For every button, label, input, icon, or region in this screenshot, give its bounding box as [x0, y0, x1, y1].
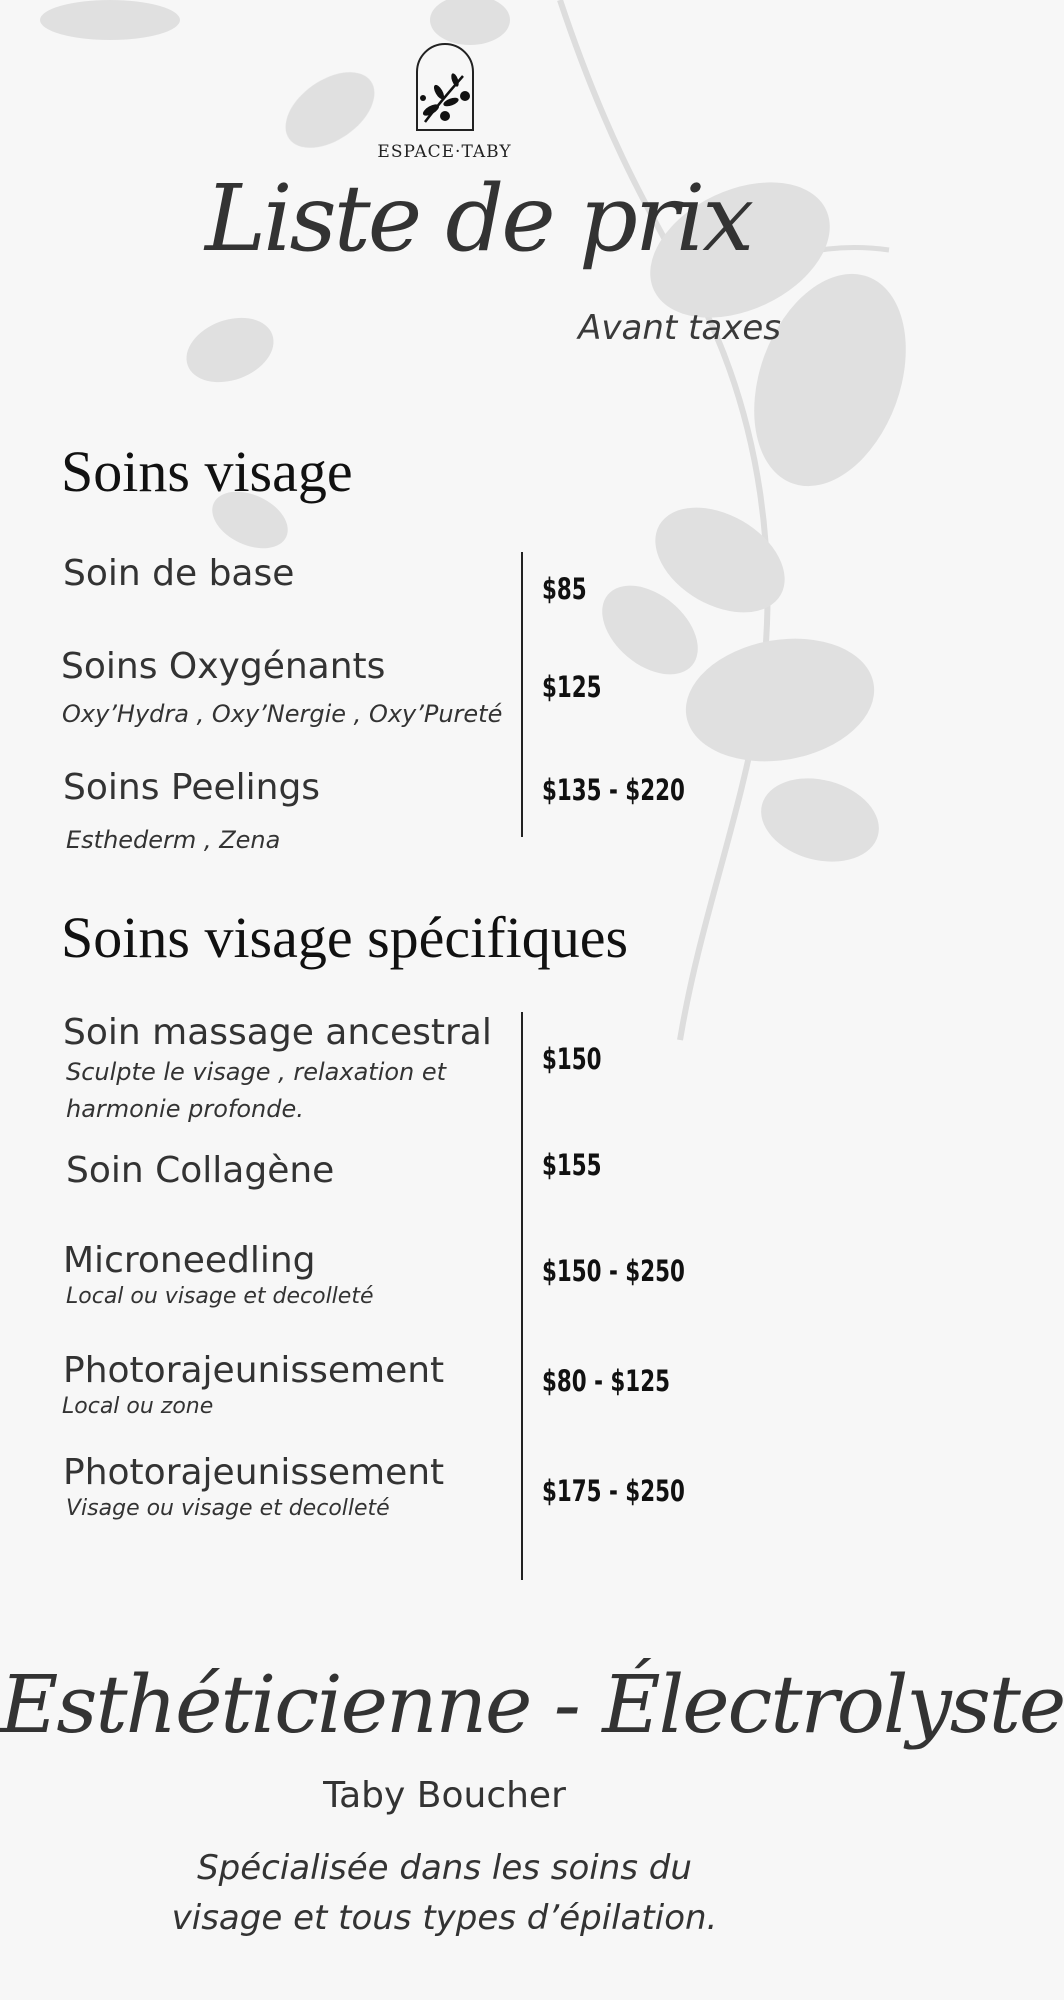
- item-name: Photorajeunissement: [63, 1452, 445, 1493]
- tax-note: Avant taxes: [578, 308, 781, 348]
- item-detail: Oxy’Hydra , Oxy’Nergie , Oxy’Pureté: [62, 700, 503, 728]
- item-detail: Visage ou visage et decolleté: [66, 1496, 390, 1521]
- item-price: $150 - $250: [542, 1254, 685, 1288]
- section-heading-soins-specifiques: Soins visage spécifiques: [61, 905, 629, 970]
- item-price: $135 - $220: [542, 773, 685, 807]
- item-detail: Esthederm , Zena: [66, 826, 281, 854]
- item-name: Soins Oxygénants: [61, 646, 386, 687]
- item-detail: Sculpte le visage , relaxation et: [66, 1058, 447, 1086]
- practitioner-name: Taby Boucher: [323, 1775, 566, 1816]
- item-price: $155: [542, 1148, 602, 1182]
- section-heading-soins-visage: Soins visage: [61, 439, 353, 504]
- item-price: $125: [542, 670, 602, 704]
- specialty-line-1: Spécialisée dans les soins du: [197, 1848, 692, 1888]
- item-name: Soin de base: [63, 553, 295, 594]
- item-detail: harmonie profonde.: [66, 1095, 304, 1123]
- specialty-line-2: visage et tous types d’épilation.: [171, 1898, 718, 1938]
- item-price: $150: [542, 1042, 602, 1076]
- item-detail: Local ou zone: [62, 1394, 214, 1419]
- price-divider: [521, 552, 523, 837]
- item-name: Soin Collagène: [66, 1150, 335, 1191]
- job-title: Esthéticienne - Électrolyste: [0, 1658, 1064, 1751]
- item-price: $80 - $125: [542, 1364, 670, 1398]
- brand-name: ESPACE·TABY: [377, 142, 512, 162]
- item-detail: Local ou visage et decolleté: [66, 1284, 374, 1309]
- item-name: Microneedling: [63, 1240, 316, 1281]
- olive-branch-logo: [409, 36, 481, 132]
- item-name: Soin massage ancestral: [63, 1012, 492, 1053]
- item-name: Soins Peelings: [63, 767, 321, 808]
- item-name: Photorajeunissement: [63, 1350, 445, 1391]
- item-price: $175 - $250: [542, 1474, 685, 1508]
- item-price: $85: [542, 572, 587, 606]
- page-title: Liste de prix: [205, 165, 752, 272]
- price-divider: [521, 1012, 523, 1580]
